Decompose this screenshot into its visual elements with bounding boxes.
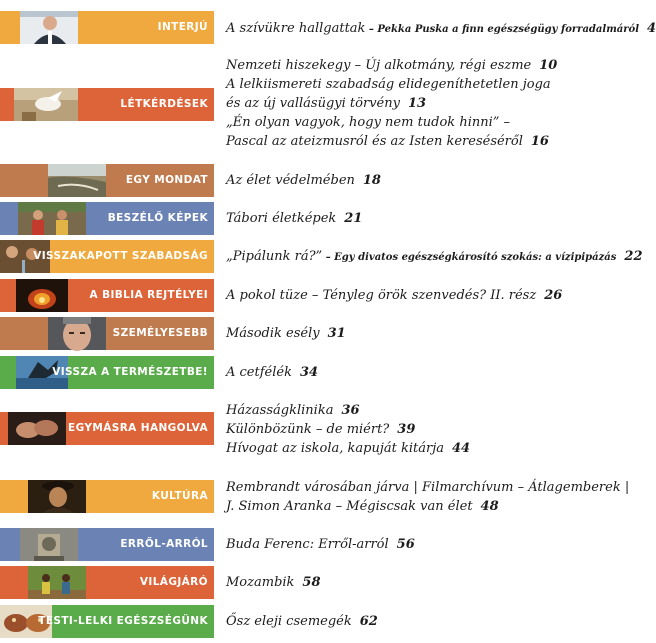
section-label: SZEMÉLYESEBB xyxy=(112,327,208,339)
landscape-photo xyxy=(48,164,106,197)
section-label: BESZÉLŐ KÉPEK xyxy=(107,212,208,224)
entry-title: A pokol tüze – Tényleg örök szenvedés? II. rész xyxy=(226,288,537,303)
entry-line xyxy=(226,478,630,497)
toc-entry-hangolva xyxy=(226,401,592,458)
entry-line xyxy=(226,56,592,75)
toc-entry-beszelo-kepek xyxy=(226,209,592,228)
page-number: 13 xyxy=(407,96,427,111)
page-number: 21 xyxy=(344,211,363,226)
page-number: 56 xyxy=(396,537,415,552)
section-label: ERRŐL-ARRÓL xyxy=(120,538,208,550)
page-number: 36 xyxy=(341,403,360,418)
section-bar-termeszet xyxy=(0,356,214,389)
page-number: 22 xyxy=(624,249,643,264)
entry-line xyxy=(226,401,592,420)
toc-entry-szemelyesebb xyxy=(226,324,592,343)
entry-title: Hívogat az iskola, kapuját kitárja xyxy=(226,441,444,456)
toc-entry-biblia xyxy=(226,286,592,305)
section-bar-biblia xyxy=(0,279,214,312)
entry-title: J. Simon Aranka – Mégiscsak van élet xyxy=(226,499,473,514)
section-bar-beszelo-kepek xyxy=(0,202,214,235)
toc-entry-letkerdesek xyxy=(226,56,592,151)
entry-title: Buda Ferenc: Erről-arról xyxy=(226,537,389,552)
entry-title: Mozambik xyxy=(226,575,295,590)
entry-line xyxy=(226,113,592,132)
toc-entry-termeszet xyxy=(226,363,592,382)
entry-title: Az élet védelmében xyxy=(226,173,355,188)
page-number: 44 xyxy=(452,441,471,456)
entry-title: Nemzeti hiszekegy – Új alkotmány, régi eszme xyxy=(226,58,532,73)
section-bar-egeszseg xyxy=(0,605,214,638)
section-bar-errol xyxy=(0,528,214,561)
page-number: 18 xyxy=(362,173,381,188)
entry-line xyxy=(226,94,592,113)
fire-photo xyxy=(16,279,68,312)
toc-entry-visszakapott xyxy=(226,247,643,267)
entry-title: „Pipálunk rá?” xyxy=(226,249,323,264)
entry-title: Tábori életképek xyxy=(226,211,337,226)
section-bar-interju xyxy=(0,11,214,44)
page-number: 39 xyxy=(397,422,416,437)
section-label: VISSZAKAPOTT SZABADSÁG xyxy=(33,250,208,262)
page-number: 16 xyxy=(530,134,549,149)
section-label: VISSZA A TERMÉSZETBE! xyxy=(52,366,208,378)
entry-line xyxy=(226,132,592,151)
rembrandt-painting xyxy=(28,480,86,513)
section-bar-letkerdesek xyxy=(0,88,214,121)
entry-title: A szívükre hallgattak xyxy=(226,21,366,36)
entry-title: Rembrandt városában járva | Filmarchívum – Átlagemberek | xyxy=(226,480,630,495)
entry-title: „Én olyan vagyok, hogy nem tudok hinni” – xyxy=(226,115,511,130)
monument-photo xyxy=(20,528,78,561)
face-photo xyxy=(48,317,106,350)
dove-photo xyxy=(14,88,78,121)
page-number: 26 xyxy=(544,288,563,303)
section-label: KULTÚRA xyxy=(151,490,208,502)
entry-line xyxy=(226,497,592,516)
entry-title: A lelkiismereti szabadság elidegeníthetetlen joga xyxy=(226,77,551,92)
toc-entry-vilagjaro xyxy=(226,573,592,592)
section-bar-egy-mondat xyxy=(0,164,214,197)
entry-line xyxy=(226,420,592,439)
section-bar-hangolva xyxy=(0,412,214,445)
page-number: 58 xyxy=(302,575,321,590)
entry-subtitle: – Egy divatos egészségkárosító szokás: a vízipipázás xyxy=(322,252,617,263)
entry-title: Második esély xyxy=(226,326,320,341)
entry-title: A cetfélék xyxy=(226,365,292,380)
section-label: EGY MONDAT xyxy=(125,174,208,186)
section-label: A BIBLIA REJTÉLYEI xyxy=(89,289,208,301)
africa-photo xyxy=(28,566,86,599)
page-number: 31 xyxy=(327,326,346,341)
page-number: 48 xyxy=(480,499,499,514)
section-label: LÉTKÉRDÉSEK xyxy=(120,98,208,110)
entry-title: Házasságklinika xyxy=(226,403,334,418)
toc-entry-kultura xyxy=(226,478,630,516)
page-number: 4 xyxy=(647,21,656,36)
group-photo xyxy=(18,202,86,235)
section-bar-vilagjaro xyxy=(0,566,214,599)
page-number: 10 xyxy=(539,58,558,73)
entry-title: Ősz eleji csemegék xyxy=(226,614,352,629)
section-bar-visszakapott xyxy=(0,240,214,273)
toc-entry-egeszseg xyxy=(226,612,592,631)
toc-entry-errol xyxy=(226,535,592,554)
section-label: TESTI-LELKI EGÉSZSÉGÜNK xyxy=(38,615,208,627)
hands-photo xyxy=(8,412,66,445)
entry-title: és az új vallásügyi törvény xyxy=(226,96,400,111)
section-label: INTERJÚ xyxy=(157,21,208,33)
section-label: EGYMÁSRA HANGOLVA xyxy=(68,422,208,434)
entry-line xyxy=(226,75,592,94)
portrait-photo xyxy=(20,11,78,44)
section-label: VILÁGJÁRÓ xyxy=(139,576,208,588)
entry-line xyxy=(226,439,592,458)
toc-entry-interju xyxy=(226,19,656,39)
page-number: 34 xyxy=(299,365,319,380)
entry-title: Pascal az ateizmusról és az Isten kereséséről xyxy=(226,134,523,149)
page-number: 62 xyxy=(359,614,378,629)
entry-title: Különbözünk – de miért? xyxy=(226,422,390,437)
entry-subtitle: – Pekka Puska a finn egészségügy forradalmáról xyxy=(365,24,640,35)
section-bar-szemelyesebb xyxy=(0,317,214,350)
section-bar-kultura xyxy=(0,480,214,513)
toc-entry-egy-mondat xyxy=(226,171,592,190)
